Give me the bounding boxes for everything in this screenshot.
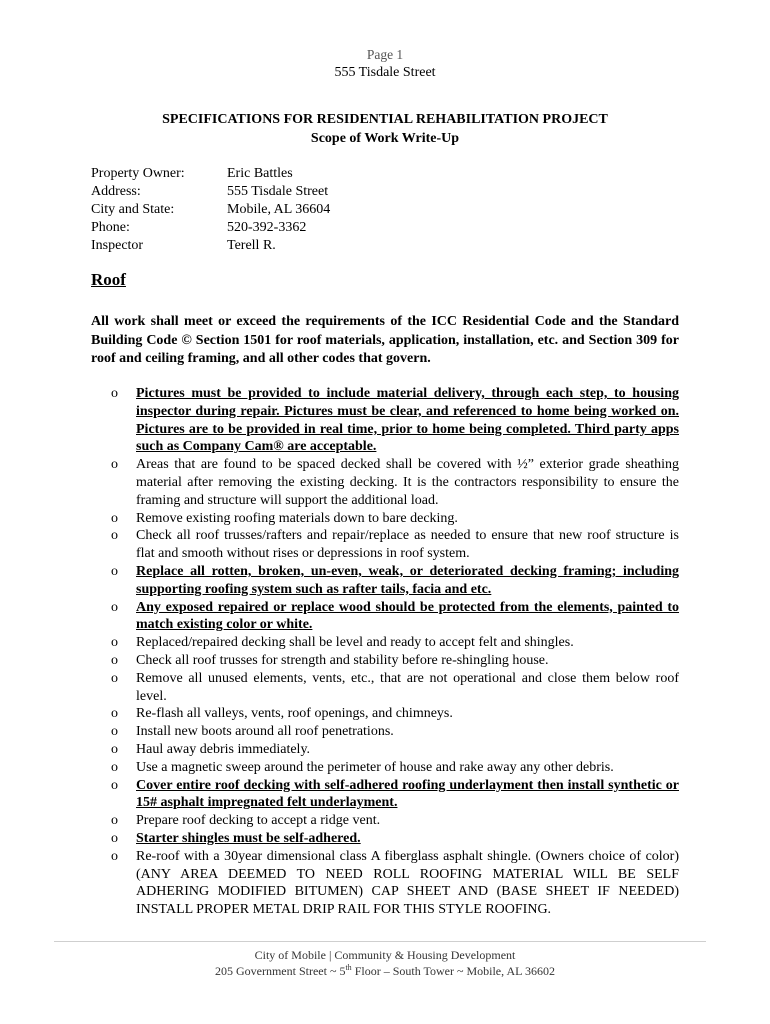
list-item: [111, 741, 679, 759]
info-value: Terell R.: [227, 238, 276, 253]
list-item: [111, 848, 679, 919]
bullet-marker: o: [111, 830, 118, 846]
list-item-text: Areas that are found to be spaced decked shall be covered with ½” exterior grade sheathing material after removing the existing decking. It is the contractors responsibility to ensure the framing and structure will support the additional load.: [136, 457, 679, 508]
bullet-marker: o: [111, 457, 118, 473]
list-item-text: Remove existing roofing materials down to bare decking.: [136, 510, 458, 526]
info-value: Eric Battles: [227, 166, 293, 181]
list-item: [111, 527, 679, 563]
property-info: [91, 165, 330, 255]
footer-org: City of Mobile | Community & Housing Development: [254, 948, 516, 962]
footer-divider: [54, 941, 706, 942]
bullet-marker: o: [111, 386, 118, 401]
list-item-text: Re-roof with a 30year dimensional class A fiberglass asphalt shingle. (Owners choice of color) (ANY AREA DEEMED TO NEED ROLL ROOFING MATERIAL WILL BE SELF ADHERING MODIFIED BITUMEN) CAP SHEET AND (BASE SHEET IF NEEDED) INSTALL PROPER METAL DRIP RAIL FOR THIS STYLE ROOFING.: [136, 848, 679, 918]
bullet-marker: o: [111, 813, 118, 829]
list-item-text: Cover entire roof decking with self-adhered roofing underlayment then install synthetic or 15# asphalt impregnated felt underlayment.: [136, 777, 679, 811]
list-item-text: Check all roof trusses for strength and stability before re-shingling house.: [136, 652, 549, 668]
info-value: 520-392-3362: [227, 220, 307, 235]
list-item: [111, 634, 679, 652]
info-row-inspector: [91, 237, 330, 255]
list-item-text: Haul away debris immediately.: [136, 741, 311, 757]
bullet-marker: o: [111, 670, 118, 686]
info-label: Phone:: [91, 220, 130, 235]
bullet-marker: o: [111, 635, 118, 651]
list-item: [111, 777, 679, 813]
list-item-text: Any exposed repaired or replace wood should be protected from the elements, painted to match existing color or white.: [136, 599, 679, 633]
document-subtitle: Scope of Work Write-Up: [310, 131, 460, 146]
bullet-marker: o: [111, 510, 118, 526]
list-item-text: Starter shingles must be self-adhered.: [136, 830, 361, 846]
footer-superscript: th: [345, 963, 352, 972]
page-number: Page 1: [366, 47, 404, 62]
list-item: [111, 599, 679, 635]
list-item: [111, 385, 679, 456]
info-value: 555 Tisdale Street: [227, 184, 329, 199]
list-item: [111, 670, 679, 706]
bullet-marker: o: [111, 848, 118, 864]
info-label: City and State:: [91, 202, 175, 217]
list-item: [111, 830, 679, 848]
list-item: [111, 812, 679, 830]
bullet-marker: o: [111, 599, 118, 615]
document-title: SPECIFICATIONS FOR RESIDENTIAL REHABILITATION PROJECT: [162, 112, 608, 127]
info-label: Inspector: [91, 238, 144, 253]
list-item-text: Replaced/repaired decking shall be level and ready to accept felt and shingles.: [136, 635, 574, 651]
spec-list: [111, 385, 679, 919]
bullet-marker: o: [111, 706, 118, 722]
section-heading: Roof: [91, 270, 126, 289]
bullet-marker: o: [111, 741, 118, 757]
list-item-text: Re-flash all valleys, vents, roof openings, and chimneys.: [136, 706, 453, 722]
list-item: [111, 705, 679, 723]
list-item-text: Remove all unused elements, vents, etc., that are not operational and close them below roof level.: [136, 670, 679, 704]
footer-address-part: Floor – South Tower ~ Mobile, AL 36602: [351, 964, 556, 978]
bullet-marker: o: [111, 563, 118, 579]
footer-address: [0, 964, 770, 979]
info-label: Property Owner:: [91, 166, 185, 181]
list-item: [111, 759, 679, 777]
footer-address-part: 205 Government Street ~ 5: [214, 964, 346, 978]
list-item: [111, 652, 679, 670]
info-label: Address:: [91, 184, 141, 199]
section-intro: All work shall meet or exceed the requirements of the ICC Residential Code and the Standard Building Code © Section 1501 for roof materials, application, installation, etc. and Section 309 for roof and ceiling framing, and all other codes that govern.: [91, 314, 679, 366]
list-item: [111, 723, 679, 741]
list-item-text: Replace all rotten, broken, un-even, weak, or deteriorated decking framing; including supporting roofing system such as rafter tails, facia and etc.: [136, 563, 679, 597]
bullet-marker: o: [111, 528, 118, 544]
bullet-marker: o: [111, 759, 118, 775]
info-row-phone: [91, 219, 330, 237]
list-item-text: Pictures must be provided to include material delivery, through each step, to housing inspector during repair. Pictures must be clear, and referenced to home being worked on. Pictures are to be provided in real time, prior to home being completed. Third party apps such as Company Cam® are acceptable.: [136, 386, 679, 455]
list-item: [111, 563, 679, 599]
list-item: [111, 510, 679, 528]
list-item: [111, 456, 679, 509]
bullet-marker: o: [111, 652, 118, 668]
info-row-owner: [91, 165, 330, 183]
list-item-text: Install new boots around all roof penetrations.: [136, 724, 394, 740]
list-item-text: Check all roof trusses/rafters and repair/replace as needed to ensure that new roof structure is flat and smooth without rises or depressions in roof system.: [136, 528, 679, 562]
info-row-city-state: [91, 201, 330, 219]
header-address: 555 Tisdale Street: [334, 65, 436, 80]
info-value: Mobile, AL 36604: [227, 202, 331, 217]
list-item-text: Use a magnetic sweep around the perimeter of house and rake away any other debris.: [136, 759, 614, 775]
info-row-address: [91, 183, 330, 201]
bullet-marker: o: [111, 724, 118, 740]
list-item-text: Prepare roof decking to accept a ridge vent.: [136, 813, 381, 829]
bullet-marker: o: [111, 777, 118, 793]
